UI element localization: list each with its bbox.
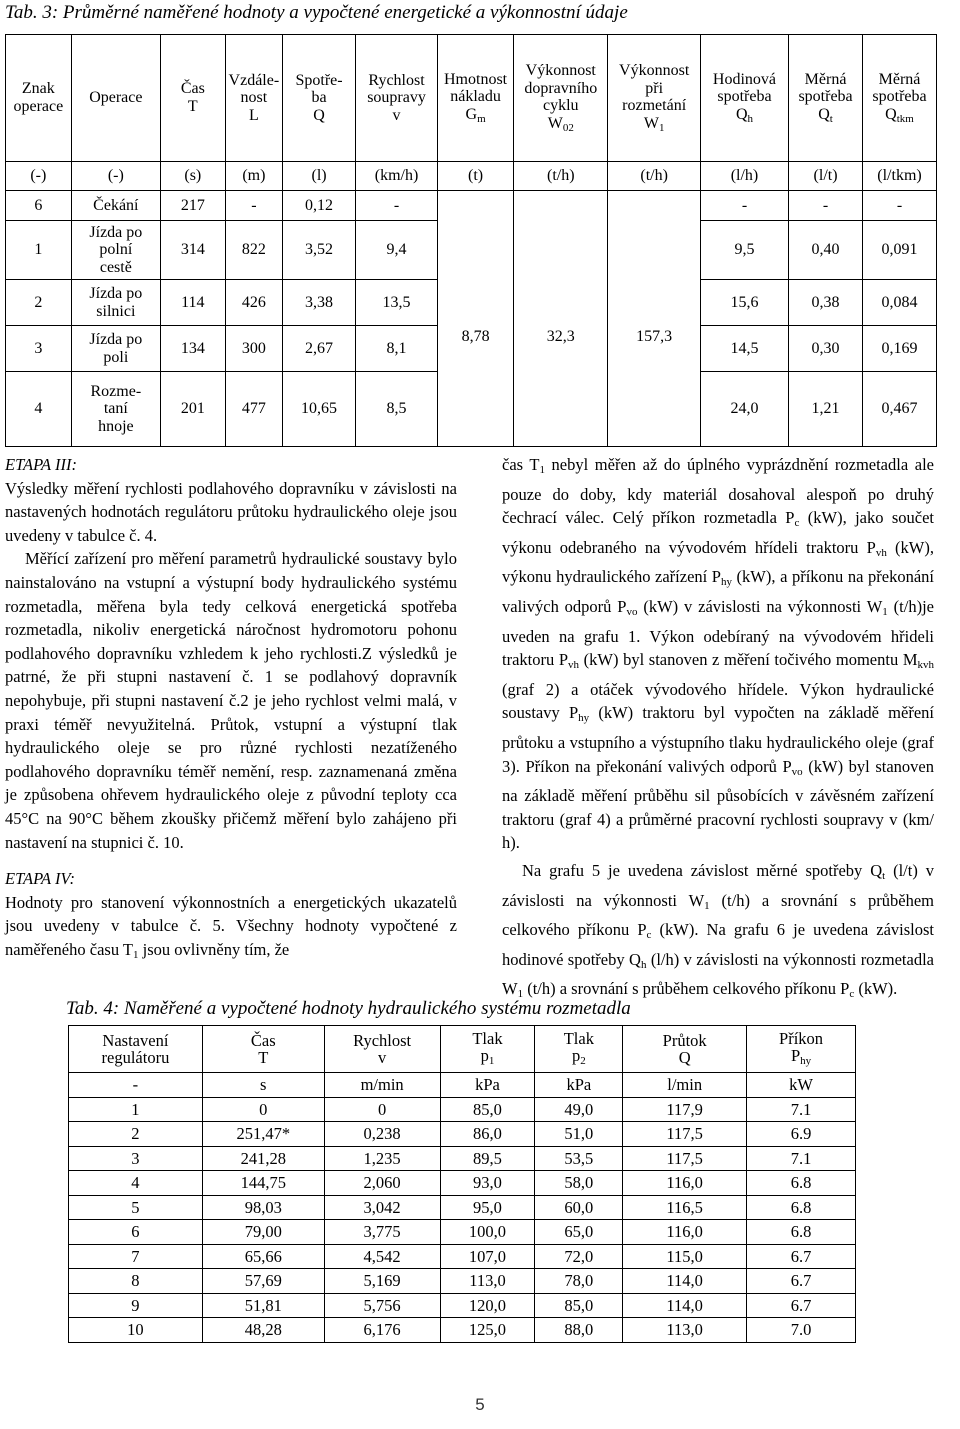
cell: 6.8 (747, 1220, 856, 1245)
cell: 0,30 (789, 326, 863, 372)
cell: 251,47* (202, 1122, 324, 1147)
tab4-header-cell: Nastavení regulátoru (69, 1026, 203, 1073)
etapa3-heading: ETAPA III: (5, 455, 77, 474)
cell: 116,0 (623, 1171, 747, 1196)
cell: 116,5 (623, 1195, 747, 1220)
cell: 5 (69, 1195, 203, 1220)
unit-cell: (l/tkm) (863, 162, 937, 191)
cell: 217 (160, 191, 225, 221)
unit-cell: l/min (623, 1073, 747, 1098)
cell: 58,0 (535, 1171, 623, 1196)
cell: 114 (160, 280, 225, 326)
unit-cell: (-) (6, 162, 72, 191)
tab3-header-cell: Čas T (160, 35, 225, 162)
table-row (69, 1171, 856, 1196)
unit-cell: (l/t) (789, 162, 863, 191)
cell: 2 (6, 280, 72, 326)
unit-cell: kPa (440, 1073, 535, 1098)
cell: 9,5 (700, 221, 788, 280)
unit-cell: (t/h) (514, 162, 608, 191)
cell: 100,0 (440, 1220, 535, 1245)
cell: 65,0 (535, 1220, 623, 1245)
cell: 0 (202, 1097, 324, 1122)
unit-cell: - (69, 1073, 203, 1098)
cell: 72,0 (535, 1244, 623, 1269)
cell: 1 (6, 221, 72, 280)
cell: 6 (6, 191, 72, 221)
cell: 7 (69, 1244, 203, 1269)
cell: 0,40 (789, 221, 863, 280)
cell: 49,0 (535, 1097, 623, 1122)
cell: 2,67 (283, 326, 356, 372)
unit-cell: kPa (535, 1073, 623, 1098)
cell: 144,75 (202, 1171, 324, 1196)
cell: 300 (225, 326, 282, 372)
unit-cell: s (202, 1073, 324, 1098)
left-column (5, 453, 457, 967)
cell: 241,28 (202, 1146, 324, 1171)
cell: 8,1 (355, 326, 437, 372)
cell: 48,28 (202, 1318, 324, 1343)
cell: 3 (69, 1146, 203, 1171)
table-row (69, 1318, 856, 1343)
cell: 6.8 (747, 1171, 856, 1196)
cell: 5,756 (324, 1293, 440, 1318)
table-4 (68, 1025, 856, 1343)
cell (608, 191, 700, 221)
cell: 8,5 (355, 372, 437, 447)
cell: 117,9 (623, 1097, 747, 1122)
cell: 822 (225, 221, 282, 280)
cell: 113,0 (623, 1318, 747, 1343)
table-row (6, 221, 937, 280)
cell: 10 (69, 1318, 203, 1343)
tab3-header-row (6, 35, 937, 162)
tab3-header-cell: Spotře- ba Q (283, 35, 356, 162)
cell: 8 (69, 1269, 203, 1294)
cell: 107,0 (440, 1244, 535, 1269)
table-row (69, 1269, 856, 1294)
tab4-body (69, 1097, 856, 1342)
right-column (502, 453, 934, 1007)
table-row (69, 1244, 856, 1269)
merged-w1-cell: 157,3 (608, 221, 700, 447)
cell: 6,176 (324, 1318, 440, 1343)
cell: 7.0 (747, 1318, 856, 1343)
unit-cell: (t) (438, 162, 514, 191)
cell: 15,6 (700, 280, 788, 326)
cell: 3,52 (283, 221, 356, 280)
cell: 5,169 (324, 1269, 440, 1294)
cell: Jízda po polní cestě (71, 221, 160, 280)
unit-cell: m/min (324, 1073, 440, 1098)
cell: 78,0 (535, 1269, 623, 1294)
tab3-header-cell: Znak operace (6, 35, 72, 162)
unit-cell: (t/h) (608, 162, 700, 191)
cell: 13,5 (355, 280, 437, 326)
cell: 0,084 (863, 280, 937, 326)
cell: 2,060 (324, 1171, 440, 1196)
cell: 117,5 (623, 1146, 747, 1171)
cell: 9 (69, 1293, 203, 1318)
cell: 6 (69, 1220, 203, 1245)
tab3-header-cell: Výkonnost při rozmetání $W_1$ (608, 35, 700, 162)
tab3-header-cell: Rychlost soupravy v (355, 35, 437, 162)
tab3-header-cell: Hmotnost nákladu $G_m$ (438, 35, 514, 162)
tab4-header-cell: Tlak $p_1$ (440, 1026, 535, 1073)
cell: 477 (225, 372, 282, 447)
cell: 116,0 (623, 1220, 747, 1245)
tab4-header-cell: Příkon $P_{hy}$ (747, 1026, 856, 1073)
cell: - (225, 191, 282, 221)
tab4-header-cell: Tlak $p_2$ (535, 1026, 623, 1073)
cell: 113,0 (440, 1269, 535, 1294)
cell: 120,0 (440, 1293, 535, 1318)
etapa4-paragraph-1: Hodnoty pro stanovení výkonnostních a energetických ukazatelů jsou uvedeny v tabulce č. 5. Všechny hodnoty vypočtené z naměřeného času $T_1$ jsou ovlivněny tím, že (5, 892, 457, 961)
cell: 117,5 (623, 1122, 747, 1147)
cell: 114,0 (623, 1293, 747, 1318)
unit-cell: (l/h) (700, 162, 788, 191)
tab4-header-cell: Rychlost v (324, 1026, 440, 1073)
cell: 0 (324, 1097, 440, 1122)
cell: 57,69 (202, 1269, 324, 1294)
cell: 6.7 (747, 1244, 856, 1269)
tab3-header-cell: Operace (71, 35, 160, 162)
table-row (6, 191, 937, 221)
tab3-header-cell: Vzdále- nost L (225, 35, 282, 162)
table-3 (5, 34, 937, 447)
cell: 6.7 (747, 1269, 856, 1294)
tab4-units-row (69, 1073, 856, 1098)
right-paragraph-2: Na grafu 5 je uvedena závislost měrné spotřeby $Q_t$ (l/t) v závislosti na výkonnosti $W_1$ (t/h) a srovnání s průběhem celkového příkonu $P_c$ (kW). Na grafu 6 je uvedena závislost hodinové spotřeby $Q_h$ (l/h) v závislosti na výkonnosti rozmetadla $W_1$ (t/h) a srovnání s průběhem celkového příkonu $P_c$ (kW). (502, 860, 935, 1001)
cell: Čekání (71, 191, 160, 221)
cell: 53,5 (535, 1146, 623, 1171)
tab3-caption: Tab. 3: Průměrné naměřené hodnoty a vypočtené energetické a výkonnostní údaje (5, 2, 628, 23)
cell: 85,0 (440, 1097, 535, 1122)
table-row (69, 1195, 856, 1220)
table-row (69, 1293, 856, 1318)
etapa4-heading: ETAPA IV: (5, 869, 75, 889)
cell: 4,542 (324, 1244, 440, 1269)
tab4-header-cell: Průtok Q (623, 1026, 747, 1073)
cell: 85,0 (535, 1293, 623, 1318)
cell: 6.8 (747, 1195, 856, 1220)
cell: 0,238 (324, 1122, 440, 1147)
tab3-header-cell: Výkonnost dopravního cyklu $W_{02}$ (514, 35, 608, 162)
tab4-header-cell: Čas T (202, 1026, 324, 1073)
cell: 134 (160, 326, 225, 372)
tab3-header-cell: Měrná spotřeba $Q_t$ (789, 35, 863, 162)
cell: 65,66 (202, 1244, 324, 1269)
unit-cell: kW (747, 1073, 856, 1098)
tab4-header-row (69, 1026, 856, 1073)
tab3-header-cell: Hodinová spotřeba $Q_h$ (700, 35, 788, 162)
cell: 3,775 (324, 1220, 440, 1245)
cell: 79,00 (202, 1220, 324, 1245)
cell: 7.1 (747, 1146, 856, 1171)
page-number: 5 (475, 1395, 485, 1414)
unit-cell: (l) (283, 162, 356, 191)
table-row (69, 1097, 856, 1122)
unit-cell: (s) (160, 162, 225, 191)
cell: 7.1 (747, 1097, 856, 1122)
cell: 0,38 (789, 280, 863, 326)
tab3-units-row (6, 162, 937, 191)
cell: 51,81 (202, 1293, 324, 1318)
cell: 125,0 (440, 1318, 535, 1343)
table-row (69, 1146, 856, 1171)
cell (438, 191, 514, 221)
unit-cell: (-) (71, 162, 160, 191)
cell: 88,0 (535, 1318, 623, 1343)
cell: 426 (225, 280, 282, 326)
table-row (69, 1220, 856, 1245)
cell: Rozme- taní hnoje (71, 372, 160, 447)
unit-cell: (km/h) (355, 162, 437, 191)
cell: - (700, 191, 788, 221)
cell: 0,467 (863, 372, 937, 447)
tab3-header-cell: Měrná spotřeba $Q_{tkm}$ (863, 35, 937, 162)
cell: 115,0 (623, 1244, 747, 1269)
cell: 95,0 (440, 1195, 535, 1220)
cell: 10,65 (283, 372, 356, 447)
cell: 14,5 (700, 326, 788, 372)
cell: 2 (69, 1122, 203, 1147)
cell: - (863, 191, 937, 221)
cell: 9,4 (355, 221, 437, 280)
cell: 0,169 (863, 326, 937, 372)
merged-gm-cell: 8,78 (438, 221, 514, 447)
cell: 314 (160, 221, 225, 280)
cell: 51,0 (535, 1122, 623, 1147)
cell: 4 (6, 372, 72, 447)
cell: 0,12 (283, 191, 356, 221)
right-paragraph-1: čas $T_1$ nebyl měřen až do úplného vyprázdnění rozmetadla ale pouze do doby, kdy materiál dosahoval alespoň po druhý čechrací válec. Celý příkon rozmetadla $P_c$ (kW), jako součet výkonu odebraného na vývodovém hřídeli traktoru $P_{vh}$ (kW), výkonu hydraulického zařízení $P_{hy}$ (kW), a příkonu na překonání valivých odporů $P_{vo}$ (kW) v závislosti na výkonnosti $W_1$ (t/h)je uveden na grafu 1. Výkon odebíraný na vývodovém hřideli traktoru $P_{vh}$ (kW) byl stanoven z měření točivého momentu $M_{kvh}$ (graf 2) a otáček vývodového hřídele. Výkon hydraulické soustavy $P_{hy}$ (kW) traktoru byl vypočten na základě měření průtoku a vstupního a výstupního tlaku hydraulického oleje (graf 3). Příkon na překonání valivých odporů $P_{vo}$ (kW) byl stanoven na základě měření průběhu sil působících v závěsném zařízení traktoru (graf 4) a průměrné pracovní rychlosti soupravy v (km/ h). (502, 455, 935, 853)
cell: Jízda po silnici (71, 280, 160, 326)
cell: 86,0 (440, 1122, 535, 1147)
unit-cell: (m) (225, 162, 282, 191)
cell: - (355, 191, 437, 221)
cell: 3,38 (283, 280, 356, 326)
cell: 6.9 (747, 1122, 856, 1147)
etapa3-paragraph-1: Výsledky měření rychlosti podlahového dopravníku v závislosti na nastavených hodnotách regulátoru průtoku hydraulického oleje jsou uvedeny v tabulce č. 4. (5, 478, 457, 545)
cell: 201 (160, 372, 225, 447)
cell: 6.7 (747, 1293, 856, 1318)
cell: 0,091 (863, 221, 937, 280)
cell (514, 191, 608, 221)
cell: 1,21 (789, 372, 863, 447)
cell: - (789, 191, 863, 221)
tab4-caption: Tab. 4: Naměřené a vypočtené hodnoty hydraulického systému rozmetadla (66, 998, 631, 1019)
cell: 4 (69, 1171, 203, 1196)
merged-w02-cell: 32,3 (514, 221, 608, 447)
cell: 1,235 (324, 1146, 440, 1171)
cell: 3 (6, 326, 72, 372)
cell: 98,03 (202, 1195, 324, 1220)
cell: 3,042 (324, 1195, 440, 1220)
cell: Jízda po poli (71, 326, 160, 372)
cell: 1 (69, 1097, 203, 1122)
cell: 60,0 (535, 1195, 623, 1220)
etapa3-paragraph-2: Měřící zařízení pro měření parametrů hydraulické soustavy bylo nainstalováno na vstupní a výstupní body hydraulického systému rozmetadla, měřena byla tedy celková energetická spotřeba rozmetadla, nikoliv energetická náročnost hydromotoru pohonu podlahového dopravníku vzhledem k jeho rychlosti.Z výsledků je patrné, že při stupni nastavení č. 1 se podlahový dopravník nepohybuje, při stupni nastavení č.2 je jeho rychlost velmi malá, v praxi téměř nevyužitelná. Průtok, vstupní a výstupní tlak hydraulického oleje se pro různé rychlosti nezatíženého podlahového dopravníku téměř nemění, resp. zaznamenaná změna je způsobena ohřevem hydraulického oleje z původní teploty cca 45°C na 90°C během zkoušky přičemž měření bylo zahájeno při nastavení na stupnici č. 10. (5, 549, 457, 852)
cell: 93,0 (440, 1171, 535, 1196)
cell: 24,0 (700, 372, 788, 447)
table-row (69, 1122, 856, 1147)
cell: 114,0 (623, 1269, 747, 1294)
cell: 89,5 (440, 1146, 535, 1171)
